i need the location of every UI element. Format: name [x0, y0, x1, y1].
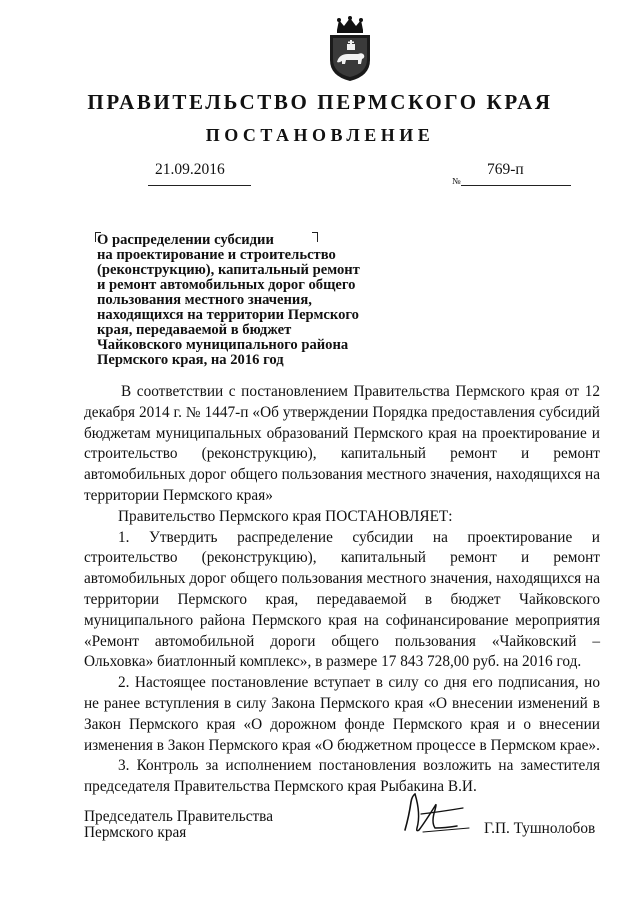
document-type: ПОСТАНОВЛЕНИЕ	[205, 125, 435, 145]
document-body	[84, 382, 600, 798]
subject-line: находящихся на территории Пермского	[97, 307, 359, 323]
date-underline	[148, 185, 251, 186]
document-subject	[97, 233, 397, 368]
signatory-role	[84, 809, 273, 841]
subject-line: пользования местного значения,	[97, 292, 312, 308]
signatory-name: Г.П. Тушнолобов	[484, 820, 596, 837]
body-paragraph-preamble: В соответствии с постановлением Правительства Пермского края от 12 декабря 2014 г. № 1447-п «Об утверждении Порядка предоставления субсидий бюджетам муниципальных образований Пермского края на проектирование и строительство (реконструкцию), капитальный ремонт и ремонт автомобильных дорог общего пользования местного значения, находящихся на территории Пермского края»	[84, 383, 600, 504]
government-title: ПРАВИТЕЛЬСТВО ПЕРМСКОГО КРАЯ	[87, 90, 553, 114]
body-paragraph-item-3: 3. Контроль за исполнением постановления возложить на заместителя председателя Правительства Пермского края Рыбакина В.И.	[84, 757, 600, 796]
body-paragraph-item-2: 2. Настоящее постановление вступает в силу со дня его подписания, но не ранее вступления в силу Закона Пермского края «О внесении изменений в Закон Пермского края «О дорожном фонде Пермского края и о внесении изменения в Закон Пермского края «О бюджетном процессе в Пермском крае».	[84, 674, 600, 754]
body-paragraph-resolves: Правительство Пермского края ПОСТАНОВЛЯЕТ:	[118, 507, 453, 525]
document-date: 21.09.2016	[155, 161, 225, 178]
body-paragraph-item-1: 1. Утвердить распределение субсидии на проектирование и строительство (реконструкцию), капитальный ремонт и ремонт автомобильных дорог общего пользования местного значения, находящихся на территории Пермского края, передаваемой в бюджет Чайковского муниципального района Пермского края на софинансирование мероприятия «Ремонт автомобильной дороги общего пользования «Чайковский – Ольховка» биатлонный комплекс», в размере 17 843 728,00 руб. на 2016 год.	[84, 528, 600, 671]
number-sign: №	[452, 176, 461, 186]
subject-line: края, передаваемой в бюджет	[97, 322, 292, 338]
handwritten-signature	[395, 788, 475, 838]
subject-line: на проектирование и строительство	[97, 247, 336, 263]
signatory-role-line: Пермского края	[84, 824, 187, 841]
signatory-role-line: Председатель Правительства	[84, 808, 273, 825]
subject-line: и ремонт автомобильных дорог общего	[97, 277, 356, 293]
number-underline	[461, 185, 571, 186]
subject-line: Пермского края, на 2016 год	[97, 352, 284, 368]
coat-of-arms-emblem	[324, 16, 376, 82]
subject-line: (реконструкцию), капитальный ремонт	[97, 262, 360, 278]
document-number: 769-п	[487, 161, 524, 178]
subject-line: Чайковского муниципального района	[97, 337, 349, 353]
subject-line: О распределении субсидии	[97, 232, 274, 248]
